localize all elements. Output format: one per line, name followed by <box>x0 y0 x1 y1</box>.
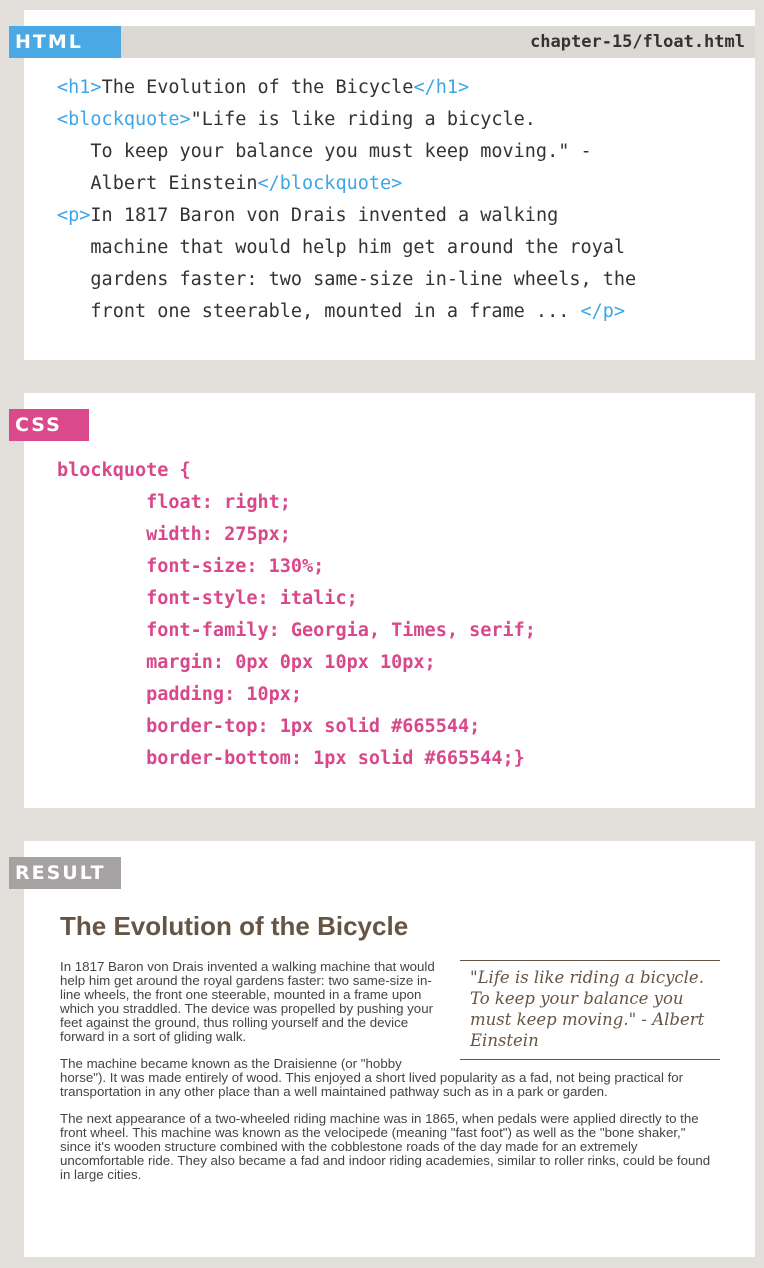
css-line: margin: 0px 0px 10px 10px; <box>57 652 436 673</box>
code-text: front one steerable, mounted in a frame ... <box>57 301 581 322</box>
result-paragraph: The next appearance of a two-wheeled riding machine was in 1865, when pedals were applied directly to the front wheel. This machine was known as the velocipede (meaning "fast foot") as well as the "bone shaker," since it's wooden structure combined with the cobblestone roads of the day made for an extremely uncomfortable ride. They also became a fad and indoor riding academies, similar to roller rinks, could be found in large cities. <box>60 1111 711 1182</box>
code-tag: </h1> <box>413 77 470 98</box>
file-name: chapter-15/float.html <box>530 32 745 52</box>
css-label-tag: CSS <box>9 409 89 441</box>
result-paragraph: In 1817 Baron von Drais invented a walking machine that would help him get around the royal gardens faster: two same-size in-line wheels, the front one steerable, mounted in a frame upon which you straddled. The device was propelled by pushing your feet against the ground, thus rolling yourself and the device forward in a sort of gliding walk. <box>60 959 435 1044</box>
result-blockquote: "Life is like riding a bicycle. To keep your balance you must keep moving." - Albert Einstein <box>460 960 720 1060</box>
html-header-bar <box>15 26 755 58</box>
css-line: font-family: Georgia, Times, serif; <box>57 620 536 641</box>
css-line: blockquote { <box>57 460 191 481</box>
css-line: border-bottom: 1px solid #665544;} <box>57 748 525 769</box>
code-text: Albert Einstein <box>57 173 258 194</box>
code-text: In 1817 Baron von Drais invented a walking <box>90 205 559 226</box>
code-tag: <blockquote> <box>57 109 191 130</box>
html-label-tag: HTML <box>9 26 121 58</box>
result-label-tag: RESULT <box>9 857 121 889</box>
code-tag: </blockquote> <box>257 173 403 194</box>
code-tag: </p> <box>580 301 626 322</box>
css-line: font-style: italic; <box>57 588 358 609</box>
css-line: width: 275px; <box>57 524 291 545</box>
code-tag: <h1> <box>57 77 102 98</box>
css-line: font-size: 130%; <box>57 556 325 577</box>
code-text: The Evolution of the Bicycle <box>101 77 414 98</box>
css-code-panel <box>15 393 755 808</box>
html-code-block <box>57 72 636 328</box>
css-code-block <box>57 455 536 775</box>
result-heading: The Evolution of the Bicycle <box>60 911 409 941</box>
css-line: padding: 10px; <box>57 684 303 705</box>
code-text: machine that would help him get around the royal <box>57 237 626 258</box>
result-panel <box>15 841 755 1257</box>
css-line: float: right; <box>57 492 291 513</box>
result-render <box>60 911 720 1195</box>
code-text: gardens faster: two same-size in-line wheels, the <box>57 269 637 290</box>
css-line: border-top: 1px solid #665544; <box>57 716 481 737</box>
code-text: To keep your balance you must keep moving." - <box>57 141 592 162</box>
code-tag: <p> <box>57 205 91 226</box>
code-text: "Life is like riding a bicycle. <box>190 109 536 130</box>
html-code-panel <box>15 10 755 360</box>
result-paragraph: The machine became known as the Draisienne (or "hobby horse"). It was made entirely of wood. This enjoyed a short lived popularity as a fad, not being practical for transportation in any other place than a well maintained pathway such as in a park or garden. <box>60 1056 684 1099</box>
